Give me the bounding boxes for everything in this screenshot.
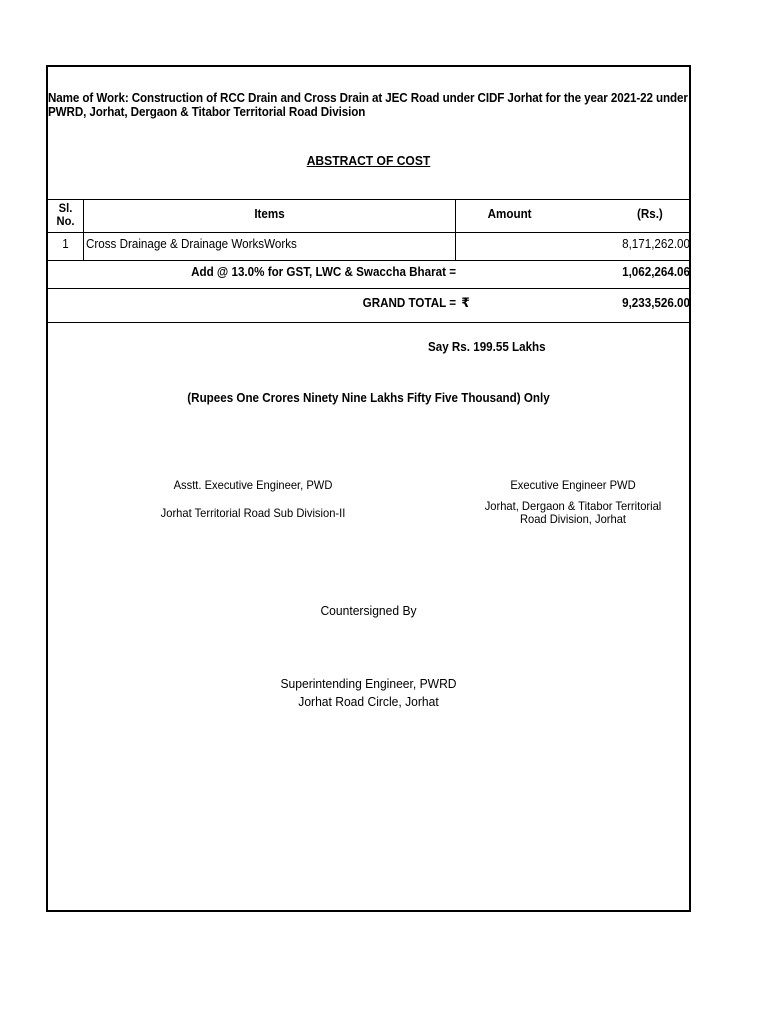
rupee-symbol: ₹ [461,295,470,310]
row-sl: 1 [62,237,69,251]
name-of-work: Name of Work: Construction of RCC Drain and Cross Drain at JEC Road under CIDF Jorhat for the year 2021-22 under PWRD, Jorhat, Dergaon & Titabor Territorial Road Division [48,91,688,119]
abstract-heading: ABSTRACT OF COST [306,153,431,168]
say-amount: Say Rs. 199.55 Lakhs [428,340,546,354]
row-amount: 8,171,262.00 [622,237,690,251]
table-bottom-border [48,322,689,323]
header-amount: Amount [487,207,532,221]
row-item: Cross Drainage & Drainage WorksWorks [86,237,297,251]
col-divider-amount [455,199,456,261]
exec-engineer-title: Executive Engineer PWD [510,478,636,492]
superintending-engineer-office: Jorhat Road Circle, Jorhat [298,694,439,709]
table-add-border [48,288,689,289]
grand-total-label: GRAND TOTAL = [362,296,456,310]
add-label: Add @ 13.0% for GST, LWC & Swaccha Bharat = [191,265,456,279]
superintending-engineer-title: Superintending Engineer, PWRD [280,676,457,691]
add-amount: 1,062,264.06 [622,265,690,279]
grand-total-amount: 9,233,526.00 [622,296,690,310]
header-items: Items [254,207,285,221]
asst-engineer-office: Jorhat Territorial Road Sub Division-II [160,506,346,520]
table-top-border [48,199,689,200]
col-divider-sl [83,199,84,261]
countersigned-label: Countersigned By [320,603,417,618]
exec-engineer-office: Jorhat, Dergaon & Titabor Territorial Road Division, Jorhat [484,499,662,526]
table-header-border [48,232,689,233]
document-sheet [46,65,691,912]
table-row-border [48,260,689,261]
header-rs: (Rs.) [636,207,663,221]
header-sl-no: Sl. No. [56,201,75,228]
amount-in-words: (Rupees One Crores Ninety Nine Lakhs Fifty Five Thousand) Only [187,391,550,405]
asst-engineer-title: Asstt. Executive Engineer, PWD [173,478,333,492]
